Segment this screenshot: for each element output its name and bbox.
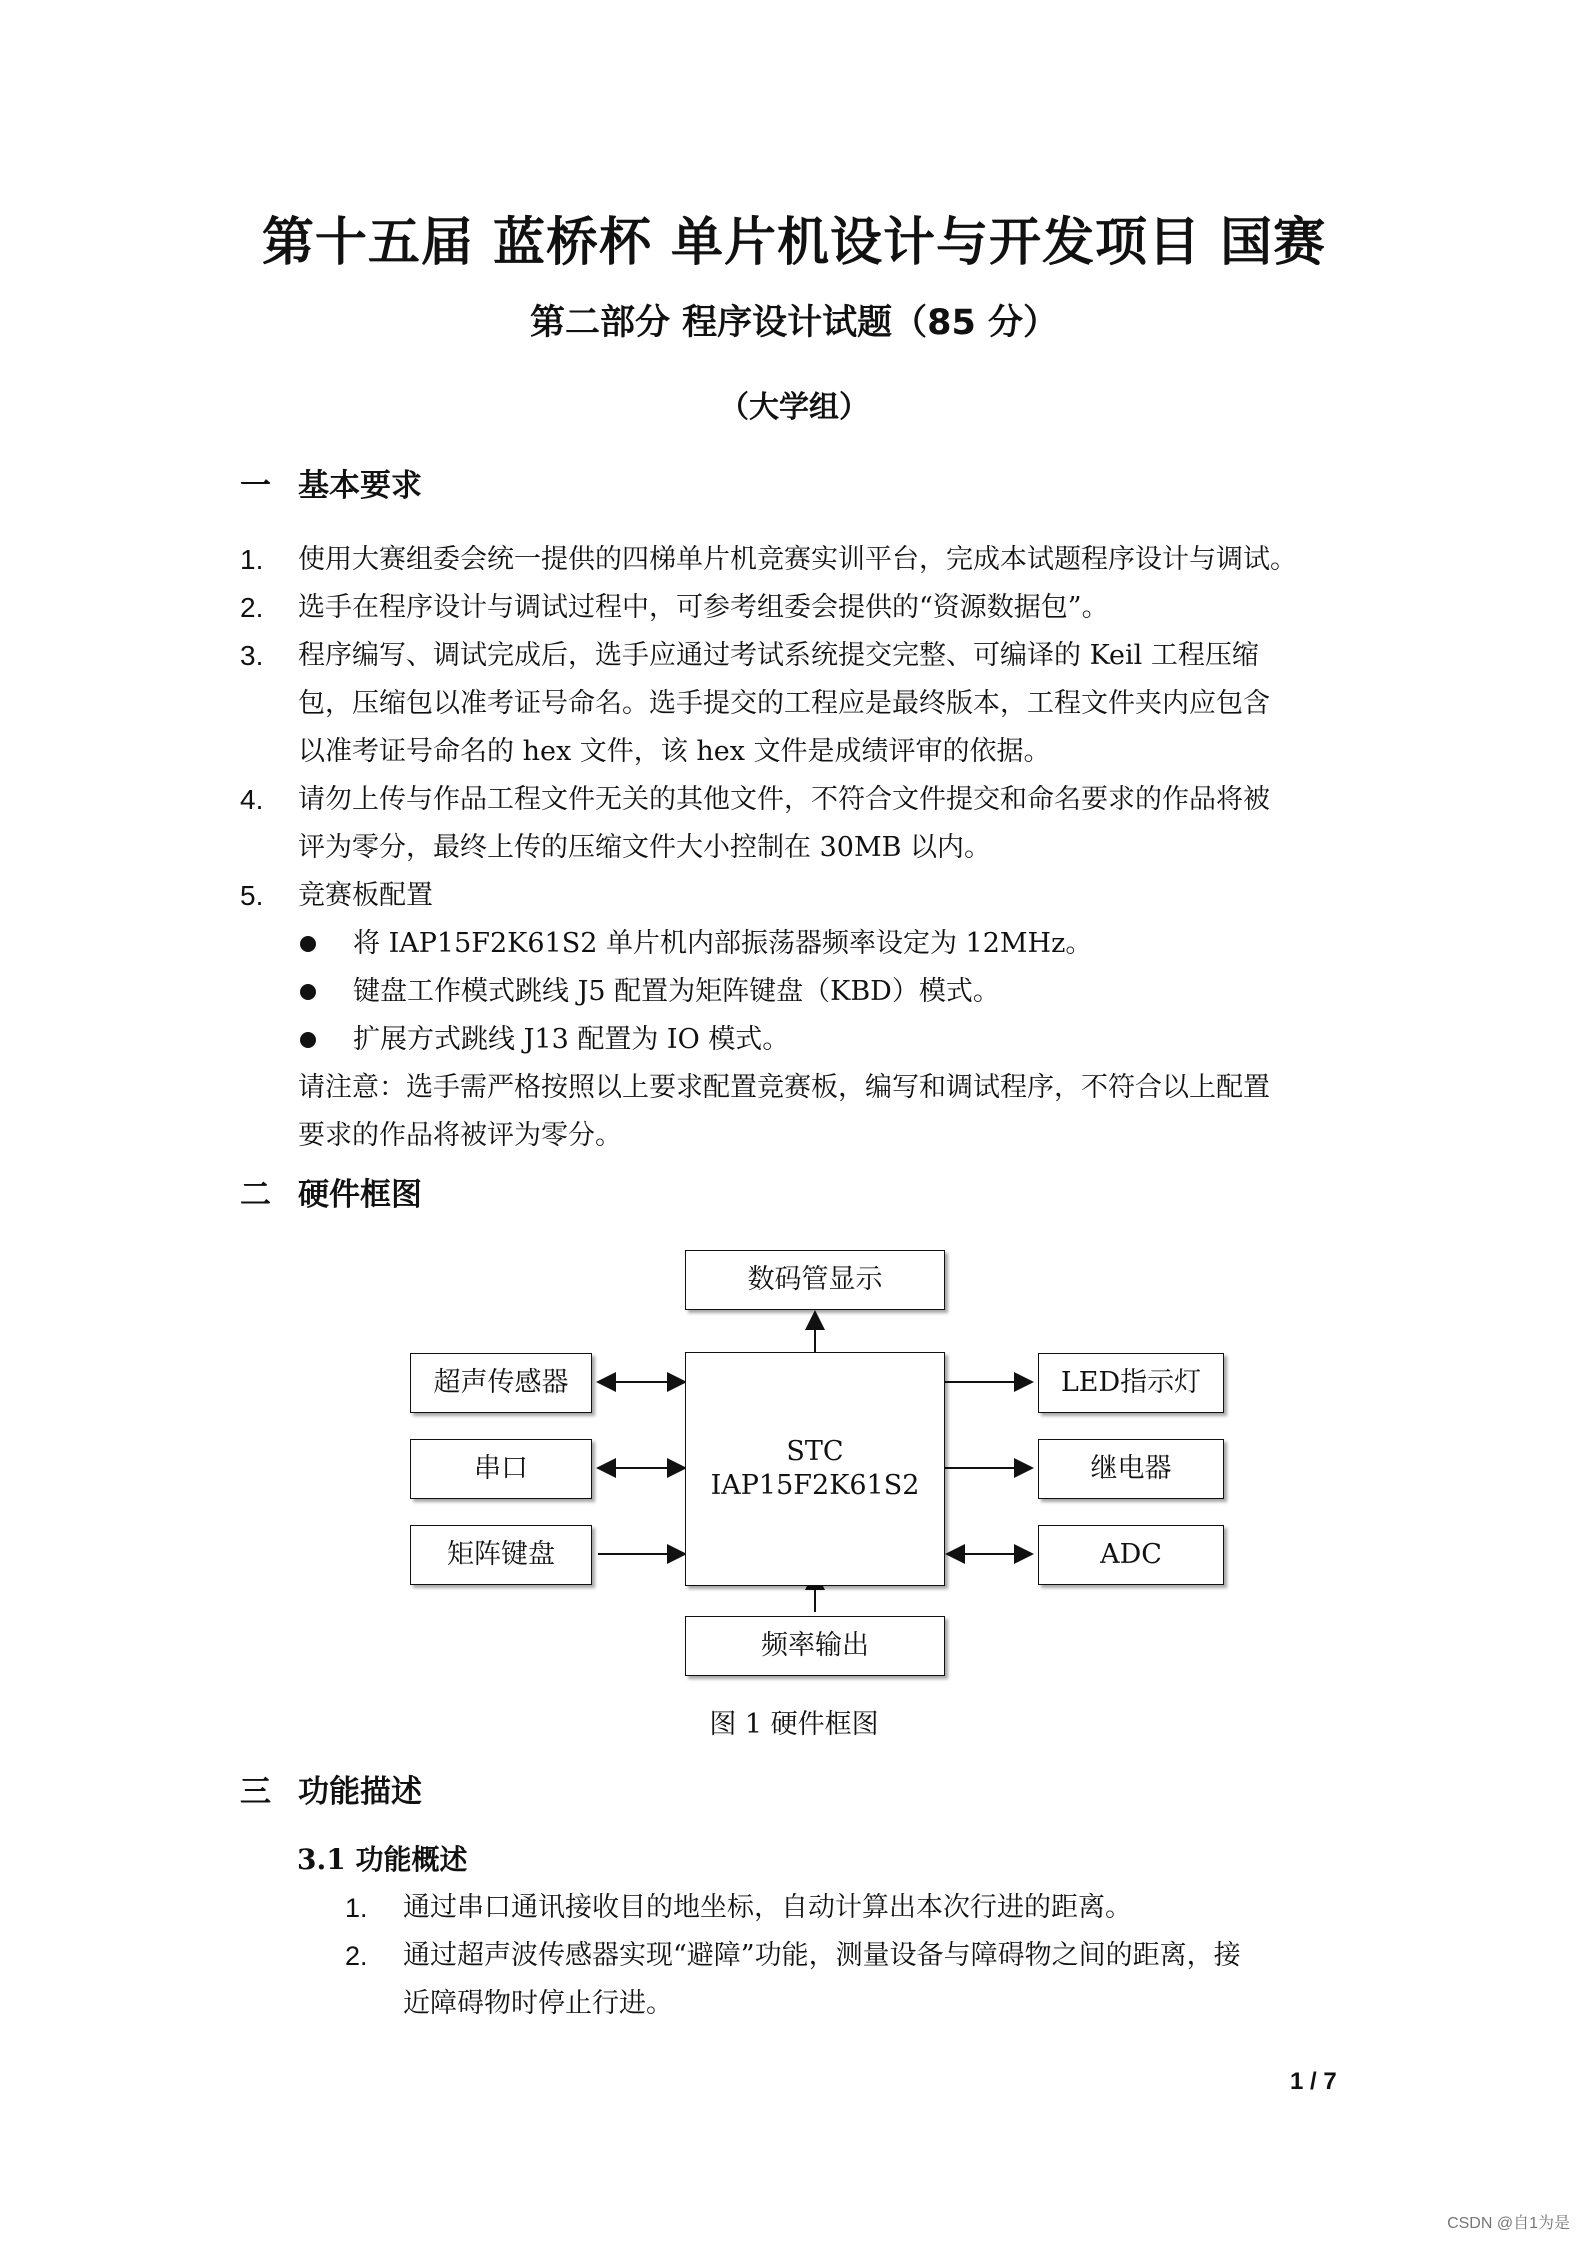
note-text: 要求的作品将被评为零分。 (298, 1120, 622, 1151)
page-number: 1 / 7 (1290, 2068, 1337, 2095)
display-box: 数码管显示 (685, 1250, 945, 1310)
list-item-number: 2. (240, 592, 264, 623)
section3-heading (240, 1772, 422, 1812)
list-item-text: 选手在程序设计与调试过程中，可参考组委会提供的“资源数据包”。 (298, 592, 1109, 623)
section2-number: 二 (240, 1177, 271, 1213)
list-item-text: 程序编写、调试完成后，选手应通过考试系统提交完整、可编译的 Keil 工程压缩 (298, 640, 1259, 671)
list-item-text: 通过串口通讯接收目的地坐标，自动计算出本次行进的距离。 (403, 1892, 1132, 1923)
section3-title: 功能描述 (298, 1774, 422, 1810)
section1-title: 基本要求 (298, 468, 422, 504)
uart-box: 串口 (410, 1439, 592, 1499)
bullet-icon (300, 984, 316, 1000)
list-item-text: 通过超声波传感器实现“避障”功能，测量设备与障碍物之间的距离，接 (403, 1940, 1241, 1971)
adc-box: ADC (1038, 1525, 1224, 1585)
list-item-number: 5. (240, 880, 264, 911)
mcu-label-line1: STC (786, 1436, 844, 1467)
list-item-text: 竞赛板配置 (298, 880, 433, 911)
section2-title: 硬件框图 (298, 1177, 422, 1213)
list-item-text: 使用大赛组委会统一提供的四梯单片机竞赛实训平台，完成本试题程序设计与调试。 (298, 544, 1297, 575)
watermark: CSDN @自1为是 (1447, 2215, 1570, 2232)
list-item-number: 4. (240, 784, 264, 815)
mcu-box (685, 1352, 945, 1586)
section3-number: 三 (240, 1774, 271, 1810)
mcu-label-line2: IAP15F2K61S2 (710, 1470, 920, 1501)
list-item-text: 近障碍物时停止行进。 (403, 1988, 673, 2019)
relay-box: 继电器 (1038, 1439, 1224, 1499)
bullet-text: 将 IAP15F2K61S2 单片机内部振荡器频率设定为 12MHz。 (353, 928, 1093, 959)
document-title: 第十五届 蓝桥杯 单片机设计与开发项目 国赛 (261, 213, 1327, 273)
list-item-text: 评为零分，最终上传的压缩文件大小控制在 30MB 以内。 (298, 832, 992, 863)
list-item-number: 2. (345, 1941, 368, 1971)
list-item-text: 以准考证号命名的 hex 文件，该 hex 文件是成绩评审的依据。 (298, 736, 1051, 767)
bullet-text: 扩展方式跳线 J13 配置为 IO 模式。 (353, 1024, 790, 1055)
bullet-icon (300, 1032, 316, 1048)
section1-heading (240, 466, 422, 506)
document-subtitle: 第二部分 程序设计试题（85 分） (529, 303, 1059, 343)
subsection-title: 3.1 功能概述 (297, 1843, 468, 1876)
list-item-text: 请勿上传与作品工程文件无关的其他文件，不符合文件提交和命名要求的作品将被 (298, 784, 1270, 815)
figure-caption: 图 1 硬件框图 (709, 1709, 879, 1740)
list-item-number: 1. (345, 1893, 368, 1923)
section2-heading (240, 1175, 422, 1215)
bullet-text: 键盘工作模式跳线 J5 配置为矩阵键盘（KBD）模式。 (353, 976, 1000, 1007)
ultrasonic-box: 超声传感器 (410, 1353, 592, 1413)
freq-box: 频率输出 (685, 1616, 945, 1676)
keypad-box: 矩阵键盘 (410, 1525, 592, 1585)
bullet-icon (300, 936, 316, 952)
list-item-number: 3. (240, 640, 264, 671)
document-group: （大学组） (719, 390, 869, 425)
hardware-diagram (400, 1240, 1250, 1700)
section1-number: 一 (240, 468, 271, 504)
list-item-number: 1. (240, 544, 264, 575)
note-text: 请注意：选手需严格按照以上要求配置竞赛板，编写和调试程序，不符合以上配置 (298, 1072, 1270, 1103)
list-item-text: 包，压缩包以准考证号命名。选手提交的工程应是最终版本，工程文件夹内应包含 (298, 688, 1270, 719)
led-box: LED指示灯 (1038, 1353, 1224, 1413)
